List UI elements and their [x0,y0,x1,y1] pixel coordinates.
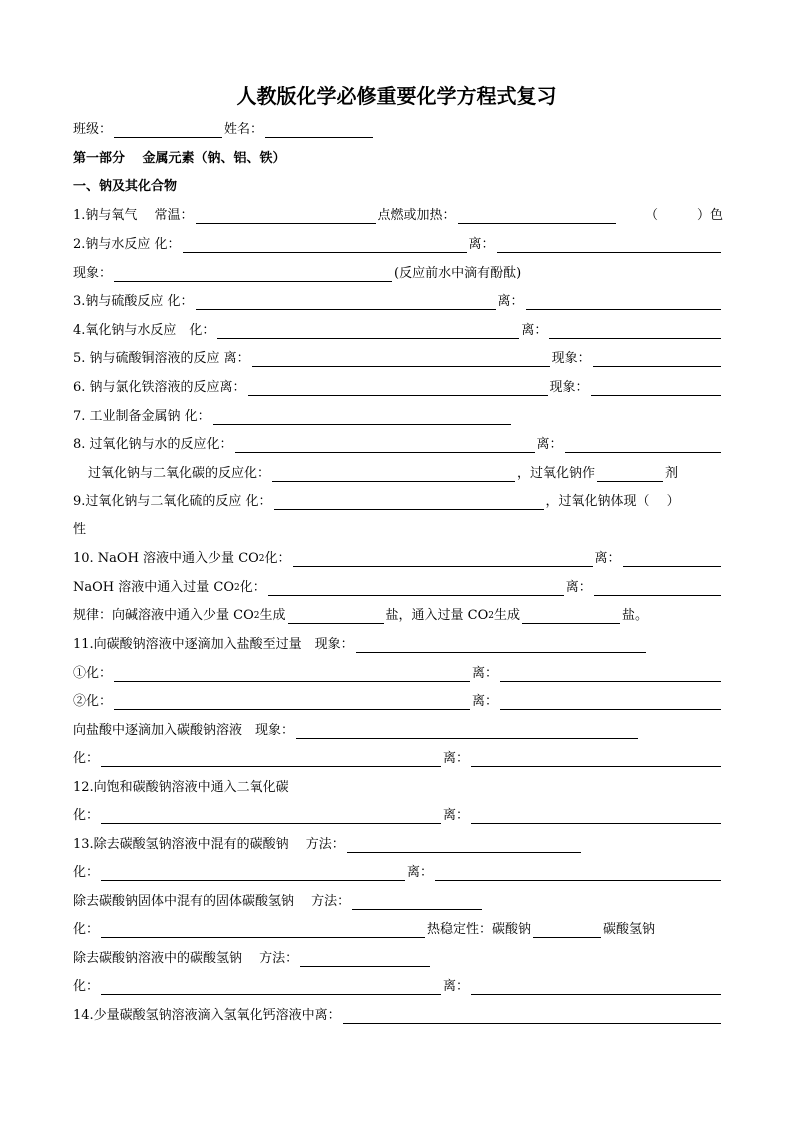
q12b-label-2: 离： [443,808,470,823]
q2obs-blank[interactable] [114,267,392,282]
question-14 [73,1004,723,1024]
q11d-blank-1[interactable] [101,752,441,767]
q8b-label: 过氧化钠与二氧化碳的反应化： [88,466,271,481]
q8-blank-1[interactable] [235,438,535,453]
q12b-blank-1[interactable] [101,809,441,824]
rule-blank-1[interactable] [288,609,384,624]
q10b-blank-2[interactable] [594,581,721,596]
header-row [73,118,723,138]
q10b-label-b: 化： [239,580,266,595]
q8-label-2: 离： [536,437,563,452]
rule-blank-2[interactable] [522,609,620,624]
q10b-label-2: 离： [565,580,592,595]
question-11a [73,662,723,682]
q8b-label-3: 剂 [665,466,679,481]
q13d-label-3: 碳酸氢钠 [603,922,656,937]
question-8b [88,462,723,482]
q14-label: 14.少量碳酸氢钠溶液滴入氢氧化钙溶液中离： [73,1008,341,1023]
q13d-blank-1[interactable] [101,923,425,938]
question-13b [73,861,723,881]
rule-label-d: 生成 [493,608,520,623]
page-title: 人教版化学必修重要化学方程式复习 [236,84,557,108]
q11a-label: ①化： [73,666,113,681]
rule-label-b: 生成 [259,608,286,623]
q11a-blank-2[interactable] [500,667,721,682]
q3-label: 3.钠与硫酸反应 化： [73,294,194,309]
section-heading-text: 一、钠及其化合物 [73,179,178,194]
q13f-blank-1[interactable] [101,980,441,995]
q11d-label: 化： [73,751,100,766]
q10b-blank-1[interactable] [268,581,564,596]
question-11 [73,633,723,653]
q9-label-2: ，过氧化钠体现（ ） [545,494,680,509]
q10-blank-2[interactable] [623,552,721,567]
name-blank[interactable] [265,123,373,138]
q11-blank[interactable] [356,638,646,653]
q10-label-2: 离： [594,551,621,566]
q13d-blank-2[interactable] [533,923,601,938]
q9-label: 9.过氧化钠与二氧化硫的反应 化： [73,494,272,509]
question-11b [73,690,723,710]
q10-label-b: 化： [264,551,291,566]
q8-blank-2[interactable] [565,438,721,453]
question-9b [73,518,723,538]
question-8 [73,433,723,453]
class-blank[interactable] [114,123,222,138]
q13f-label: 化： [73,979,100,994]
q13e-label: 除去碳酸钠溶液中的碳酸氢钠 方法： [73,951,299,966]
question-13 [73,833,723,853]
q11d-blank-2[interactable] [471,752,721,767]
question-13d [73,918,723,938]
question-13f [73,975,723,995]
rule-label-e: 盐。 [622,608,649,623]
q4-label: 4.氧化钠与水反应 化： [73,323,216,338]
q10-sub: 2 [258,554,265,564]
question-13c [73,890,723,910]
question-6 [73,376,723,396]
q2-label: 2.钠与水反应 化： [73,237,181,252]
section-heading [73,175,723,195]
q11d-label-2: 离： [443,751,470,766]
q13c-blank[interactable] [352,895,482,910]
part-heading-text: 第一部分 金属元素（钠、铝、铁） [73,151,286,166]
q13e-blank[interactable] [300,952,430,967]
question-12b [73,804,723,824]
question-5 [73,347,723,367]
question-2-observation [73,262,723,282]
q9-blank[interactable] [274,495,544,510]
q11b-blank-1[interactable] [114,695,470,710]
q11c-label: 向盐酸中逐滴加入碳酸钠溶液 现象： [73,723,295,738]
q13-label: 13.除去碳酸氢钠溶液中混有的碳酸钠 方法： [73,837,345,852]
q10-label: 10. NaOH 溶液中通入少量 CO [73,551,259,566]
q3-blank-2[interactable] [526,295,721,310]
q11b-label-2: 离： [472,694,499,709]
question-10b [73,576,723,596]
question-11c [73,719,723,739]
q5-blank-1[interactable] [252,352,550,367]
q3-label-2: 离： [497,294,524,309]
name-label: 姓名： [224,122,264,137]
q13b-label: 化： [73,865,100,880]
q2obs-label: 现象： [73,266,113,281]
q11-label: 11.向碳酸钠溶液中逐滴加入盐酸至过量 现象： [73,637,354,652]
q2-label-2: 离： [468,237,495,252]
q13b-blank-1[interactable] [101,866,405,881]
q6-label-2: 现象： [549,380,589,395]
q13-blank[interactable] [347,838,581,853]
rule-sub-2: 2 [488,611,494,621]
q10b-label: NaOH 溶液中通入过量 CO [73,580,234,595]
question-12 [73,776,723,796]
q8-label: 8. 过氧化钠与水的反应化： [73,437,233,452]
q11a-label-2: 离： [472,666,499,681]
q1-color-label: （ ）色 [644,208,723,223]
q4-blank-1[interactable] [217,324,519,339]
q9b-label: 性 [73,522,87,537]
question-10 [73,547,723,567]
q12b-blank-2[interactable] [471,809,721,824]
rule-label-c: 盐，通入过量 CO [385,608,489,623]
q2-blank-1[interactable] [183,238,467,253]
question-9 [73,490,723,510]
q14-blank[interactable] [343,1009,721,1024]
question-13e [73,947,723,967]
q11b-label: ②化： [73,694,113,709]
q8b-blank-2[interactable] [597,467,663,482]
q7-label: 7. 工业制备金属钠 化： [73,409,211,424]
q11a-blank-1[interactable] [114,667,470,682]
q8b-label-2: ，过氧化钠作 [517,466,596,481]
q13d-label-2: 热稳定性：碳酸钠 [427,922,532,937]
q11b-blank-2[interactable] [500,695,721,710]
q13f-blank-2[interactable] [471,980,721,995]
q6-label: 6. 钠与氯化铁溶液的反应离： [73,380,246,395]
q12-label: 12.向饱和碳酸钠溶液中通入二氧化碳 [73,780,289,795]
q1-label: 1.钠与氧气 常温： [73,208,194,223]
q13f-label-2: 离： [443,979,470,994]
q11c-blank[interactable] [296,724,638,739]
q6-blank-1[interactable] [248,381,548,396]
rule-sub: 2 [253,611,260,621]
rule-label: 规律：向碱溶液中通入少量 CO [73,608,254,623]
q13d-label: 化： [73,922,100,937]
q2-blank-2[interactable] [497,238,721,253]
q10-blank-1[interactable] [293,552,593,567]
q13c-label: 除去碳酸钠固体中混有的固体碳酸氢钠 方法： [73,894,351,909]
q13b-blank-2[interactable] [435,866,721,881]
q1-blank-2[interactable] [458,209,616,224]
question-4 [73,319,723,339]
q5-label-2: 现象： [551,351,591,366]
q1-label-2: 点燃或加热： [377,208,456,223]
q8b-blank-1[interactable] [272,467,515,482]
q3-blank-1[interactable] [196,295,496,310]
part-heading [73,147,723,167]
question-1 [73,204,723,224]
q1-blank-1[interactable] [196,209,376,224]
q7-blank[interactable] [213,410,511,425]
class-label: 班级： [73,122,113,137]
question-11d [73,747,723,767]
q12b-label: 化： [73,808,100,823]
q10b-sub: 2 [234,583,240,593]
q6-blank-2[interactable] [591,381,721,396]
question-7 [73,405,723,425]
q5-blank-2[interactable] [593,352,721,367]
q4-label-2: 离： [521,323,548,338]
q2obs-note: (反应前水中滴有酚酞) [394,266,522,281]
question-10-rule [73,604,723,624]
q4-blank-2[interactable] [549,324,721,339]
question-2 [73,233,723,253]
q13b-label-2: 离： [407,865,434,880]
q5-label: 5. 钠与硫酸铜溶液的反应 离： [73,351,250,366]
question-3 [73,290,723,310]
